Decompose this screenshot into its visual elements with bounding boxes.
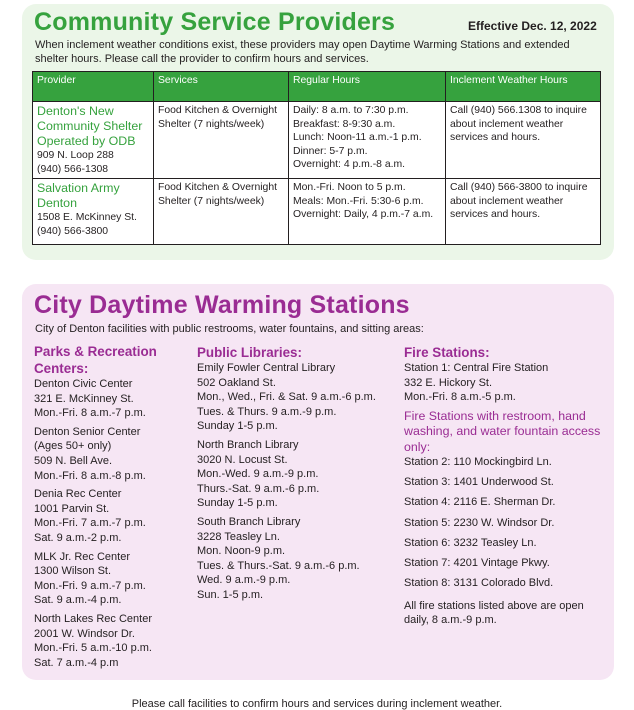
col-header-regular-hours: Regular Hours: [289, 72, 446, 102]
facility-line: North Branch Library: [197, 438, 299, 451]
hours-line: Daily: 8 a.m. to 7:30 p.m.: [293, 105, 409, 116]
fire-station-item: Station 4: 2116 E. Sherman Dr.: [404, 496, 556, 509]
facility-item: [34, 377, 194, 421]
community-providers-intro: When inclement weather conditions exist, these providers may open Daytime Warming Stations and extended shelter hours. Please call the provider to confirm hours and services.: [35, 39, 570, 65]
facility-item: [404, 361, 604, 405]
provider-address: 909 N. Loop 288: [37, 150, 114, 161]
facility-line: 332 E. Hickory St.: [404, 376, 493, 389]
hours-line: Breakfast: 8-9:30 a.m.: [293, 118, 396, 130]
facility-line: Mon., Wed., Fri. & Sat. 9 a.m.-6 p.m.: [197, 391, 376, 404]
facility-item: [34, 425, 194, 483]
facility-line: Mon.-Wed. 9 a.m.-9 p.m.: [197, 468, 319, 481]
hours-line: Overnight: 4 p.m.-8 a.m.: [293, 159, 406, 171]
warming-stations-title: City Daytime Warming Stations: [34, 291, 410, 319]
col-header-provider: Provider: [33, 72, 154, 102]
facility-line: 3020 N. Locust St.: [197, 453, 288, 466]
table-row: [33, 179, 601, 245]
facility-line: Denton Civic Center: [34, 378, 133, 390]
effective-date: Effective Dec. 12, 2022: [468, 19, 597, 33]
facility-line: Sun. 1-5 p.m.: [197, 588, 264, 601]
facility-line: South Branch Library: [197, 515, 301, 528]
hours-line: Mon.-Fri. Noon to 5 p.m.: [293, 182, 406, 194]
col-header-services: Services: [154, 72, 289, 102]
regular-hours-cell: [289, 179, 446, 245]
facility-line: Mon.-Fri. 8 a.m.-7 p.m.: [34, 407, 146, 420]
fire-stations-column: [404, 344, 604, 628]
provider-phone: (940) 566-3800: [37, 225, 109, 237]
facility-line: MLK Jr. Rec Center: [34, 550, 130, 563]
fire-station-item: Station 2: 110 Mockingbird Ln.: [404, 456, 552, 468]
col-header-inclement-hours: Inclement Weather Hours: [446, 72, 601, 102]
facility-line: Sunday 1-5 p.m.: [197, 420, 278, 433]
facility-line: Sat. 7 a.m.-4 p.m: [34, 656, 119, 669]
hours-line: Lunch: Noon-11 a.m.-1 p.m.: [293, 132, 422, 144]
facility-item: [34, 550, 194, 608]
provider-cell: [33, 102, 154, 179]
provider-address: 1508 E. McKinney St.: [37, 212, 137, 224]
facility-line: (Ages 50+ only): [34, 440, 112, 453]
facility-item: [197, 515, 397, 603]
facility-line: 321 E. McKinney St.: [34, 392, 134, 405]
fire-station-item: Station 6: 3232 Teasley Ln.: [404, 536, 537, 549]
fire-station-item: Station 8: 3131 Colorado Blvd.: [404, 577, 554, 590]
facility-item: [197, 361, 397, 434]
parks-heading: Parks & Recreation Centers:: [34, 344, 157, 376]
provider-cell: [33, 179, 154, 245]
hours-line: Overnight: Daily, 4 p.m.-7 a.m.: [293, 209, 434, 221]
fire-stations-note: All fire stations listed above are open daily, 8 a.m.-9 p.m.: [404, 599, 584, 627]
facility-line: Mon.-Fri. 8 a.m.-5 p.m.: [404, 391, 516, 404]
parks-column: [34, 343, 194, 674]
facility-line: 3228 Teasley Ln.: [197, 530, 280, 543]
services-cell: Food Kitchen & Overnight Shelter (7 nights/week): [154, 102, 289, 179]
facility-line: Denia Rec Center: [34, 488, 122, 501]
facility-line: Mon.-Fri. 7 a.m.-7 p.m.: [34, 517, 146, 530]
fire-stations-subheading: Fire Stations with restroom, hand washing, and water fountain access only:: [404, 408, 601, 454]
facility-line: Emily Fowler Central Library: [197, 362, 336, 374]
provider-phone: (940) 566-1308: [37, 163, 109, 175]
table-header-row: [33, 72, 601, 102]
warming-stations-intro: City of Denton facilities with public restrooms, water fountains, and sitting areas:: [35, 323, 424, 335]
hours-line: Dinner: 5-7 p.m.: [293, 145, 368, 157]
providers-table: [32, 71, 601, 245]
provider-name: Salvation Army Denton: [37, 181, 120, 211]
facility-line: Thurs.-Sat. 9 a.m.-6 p.m.: [197, 482, 320, 495]
facility-line: Denton Senior Center: [34, 425, 141, 438]
facility-line: Wed. 9 a.m.-9 p.m.: [197, 574, 291, 587]
facility-line: Sunday 1-5 p.m.: [197, 497, 278, 510]
facility-line: Mon.-Fri. 8 a.m.-8 p.m.: [34, 469, 146, 482]
facility-line: Mon.-Fri. 5 a.m.-10 p.m.: [34, 642, 152, 655]
services-cell: Food Kitchen & Overnight Shelter (7 nights/week): [154, 179, 289, 245]
facility-item: [197, 438, 397, 511]
fire-station-item: Station 7: 4201 Vintage Pkwy.: [404, 556, 550, 569]
fire-station-item: Station 3: 1401 Underwood St.: [404, 476, 554, 489]
facility-item: [34, 487, 194, 545]
libraries-heading: Public Libraries:: [197, 345, 302, 360]
footer-note: Please call facilities to confirm hours and services during inclement weather.: [131, 698, 503, 710]
facility-line: 2001 W. Windsor Dr.: [34, 627, 135, 640]
inclement-hours-cell: Call (940) 566.1308 to inquire about inclement weather services and hours.: [446, 102, 601, 179]
fire-stations-heading: Fire Stations:: [404, 345, 490, 360]
facility-item: [34, 612, 194, 670]
facility-line: Sat. 9 a.m.-4 p.m.: [34, 594, 122, 607]
fire-station-item: Station 5: 2230 W. Windsor Dr.: [404, 516, 555, 529]
facility-line: North Lakes Rec Center: [34, 612, 152, 625]
facility-line: Station 1: Central Fire Station: [404, 362, 549, 374]
table-row: [33, 102, 601, 179]
facility-line: 1300 Wilson St.: [34, 565, 112, 578]
libraries-column: [197, 344, 397, 607]
community-providers-title: Community Service Providers: [34, 8, 396, 36]
facility-line: 1001 Parvin St.: [34, 502, 110, 515]
regular-hours-cell: [289, 102, 446, 179]
facility-line: Mon.-Fri. 9 a.m.-7 p.m.: [34, 579, 146, 592]
provider-name: Denton's New Community Shelter Operated by ODB: [37, 104, 143, 148]
facility-line: Tues. & Thurs.-Sat. 9 a.m.-6 p.m.: [197, 559, 360, 572]
facility-line: 509 N. Bell Ave.: [34, 454, 113, 467]
hours-line: Meals: Mon.-Fri. 5:30-6 p.m.: [293, 195, 424, 207]
facility-line: Mon. Noon-9 p.m.: [197, 545, 286, 558]
inclement-hours-cell: Call (940) 566-3800 to inquire about inclement weather services and hours.: [446, 179, 601, 245]
facility-line: Tues. & Thurs. 9 a.m.-9 p.m.: [197, 405, 337, 418]
facility-line: Sat. 9 a.m.-2 p.m.: [34, 531, 122, 544]
facility-line: 502 Oakland St.: [197, 376, 276, 389]
